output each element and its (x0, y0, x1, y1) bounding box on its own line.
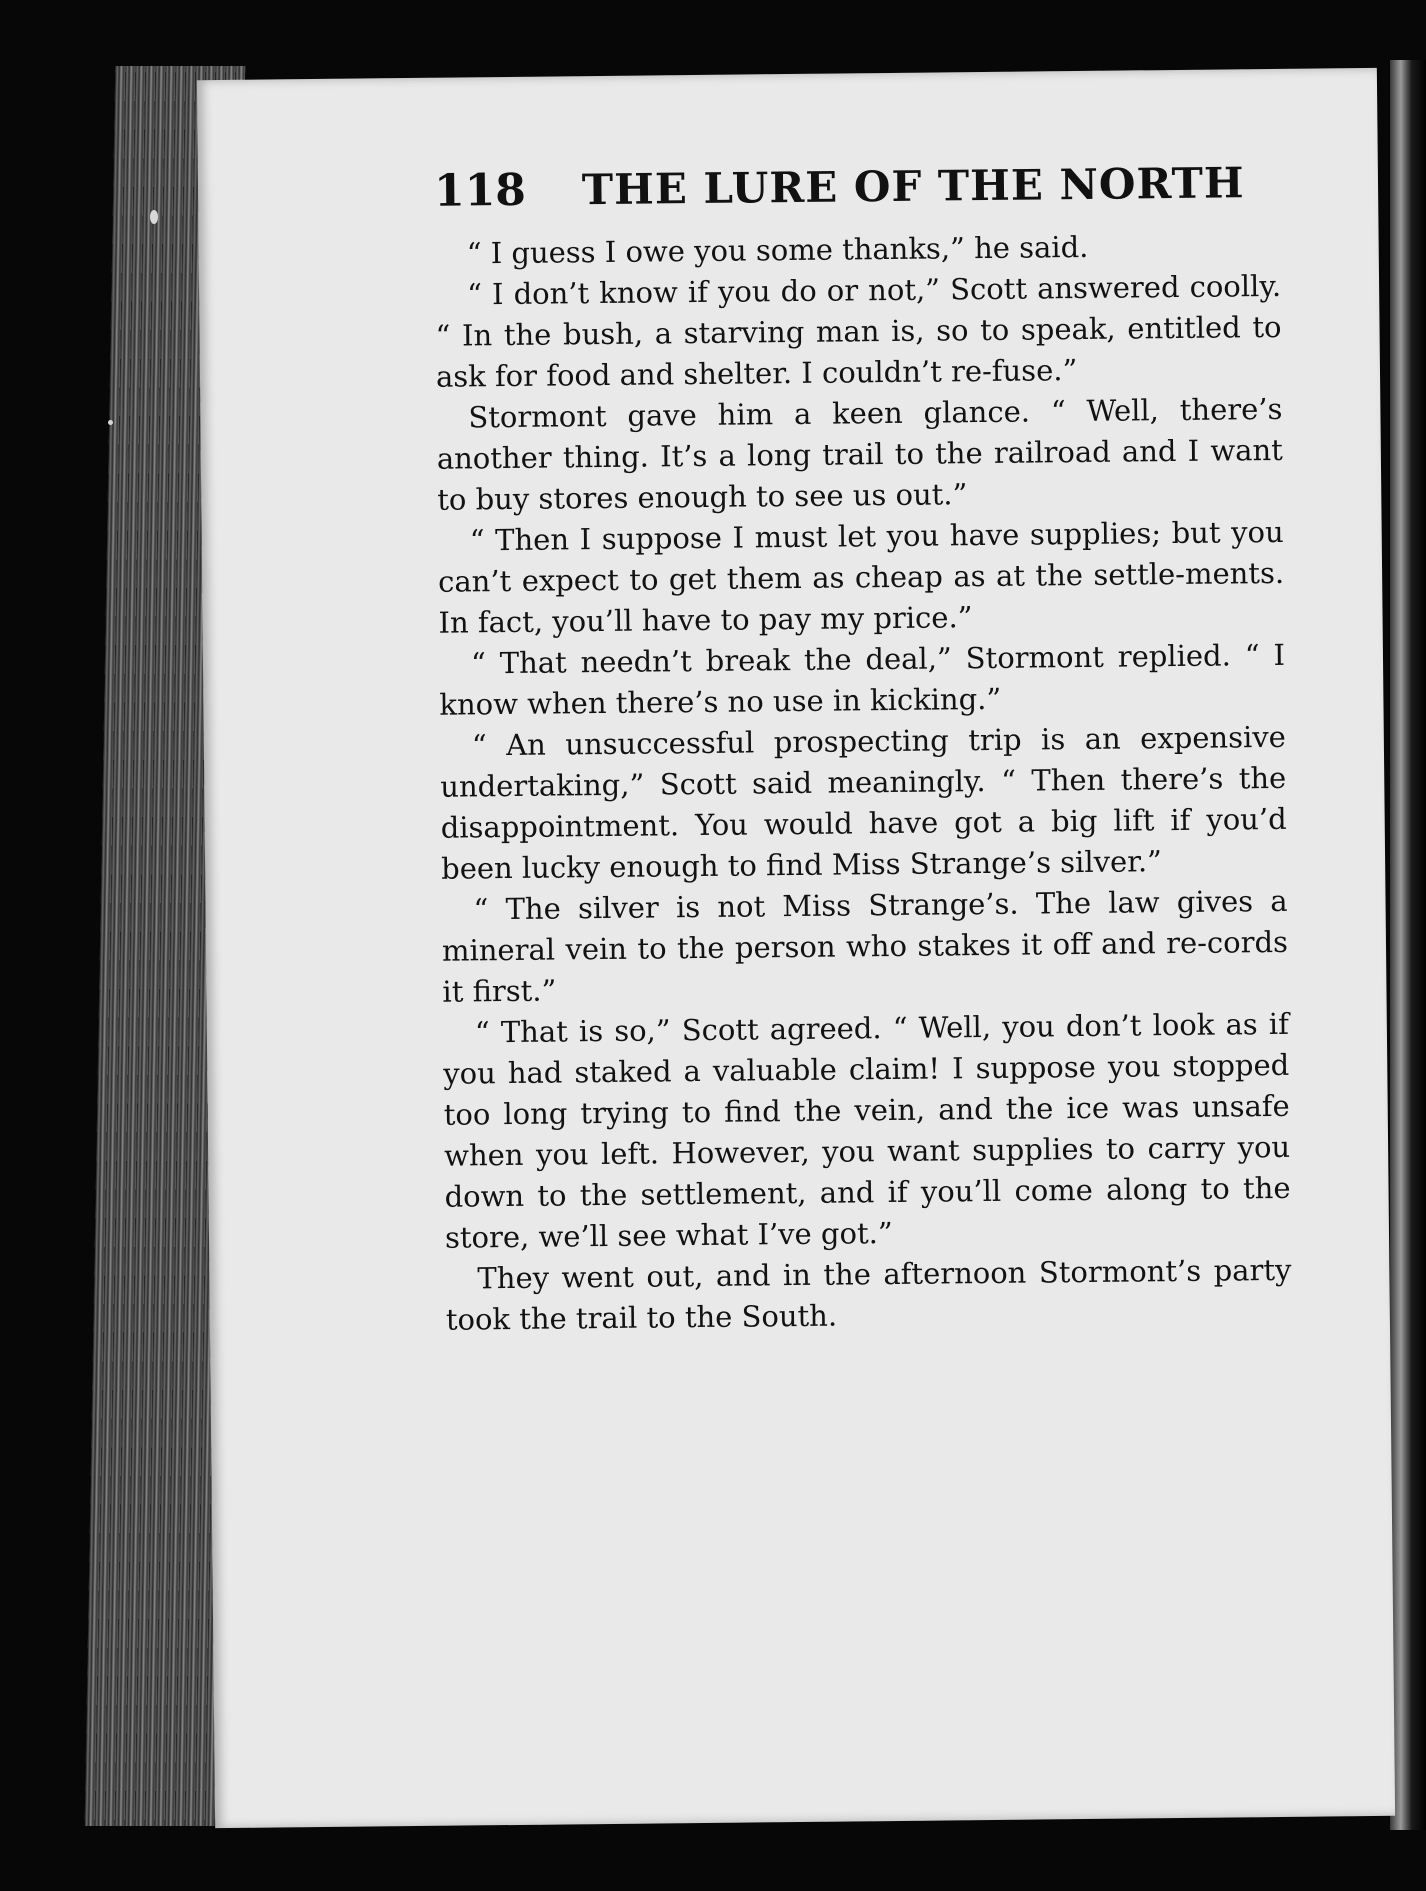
page-number: 118 (433, 164, 527, 217)
scan-speck (108, 420, 113, 425)
paragraph: “ I don’t know if you do or not,” Scott answered coolly. “ In the bush, a starving man is, so to speak, entitled to ask for food and shelter. I couldn’t re-fuse.” (435, 268, 1282, 394)
paragraph: Stormont gave him a keen glance. “ Well, there’s another thing. It’s a long trail to the railroad and I want to buy stores enough to see us out.” (436, 391, 1283, 517)
paragraph: “ An unsuccessful prospecting trip is an expensive undertaking,” Scott said meaningly. “ Then there’s the disappointment. You would have got a big lift if you’d been lucky enough to find Miss Strange’s silver.” (440, 719, 1287, 886)
scan-speck (150, 210, 158, 224)
paragraph: “ Then I suppose I must let you have supplies; but you can’t expect to get them as cheap as at the settle-ments. In fact, you’ll have to pay my price.” (437, 514, 1285, 640)
paragraph: “ That is so,” Scott agreed. “ Well, you don’t look as if you had staked a valuable claim! I suppose you stopped too long trying to find the vein, and the ice was unsafe when you left. However, you want supplies to carry you down to the settlement, and if you’ll come along to the store, we’ll see what I’ve got.” (443, 1006, 1291, 1255)
paragraph: “ That needn’t break the deal,” Stormont replied. “ I know when there’s no use in kicking.” (439, 637, 1286, 722)
book-page (197, 68, 1395, 1828)
body-text (435, 225, 1293, 1341)
paragraph: They went out, and in the afternoon Stormont’s party took the trail to the South. (445, 1252, 1292, 1337)
paragraph: “ The silver is not Miss Strange’s. The law gives a mineral vein to the person who stakes it off and re-cords it first.” (441, 883, 1289, 1009)
running-head-title: THE LURE OF THE NORTH (581, 158, 1245, 215)
book-binding-edge (1390, 60, 1426, 1830)
running-head (434, 157, 1245, 216)
paragraph: “ I guess I owe you some thanks,” he said. (466, 229, 1089, 271)
